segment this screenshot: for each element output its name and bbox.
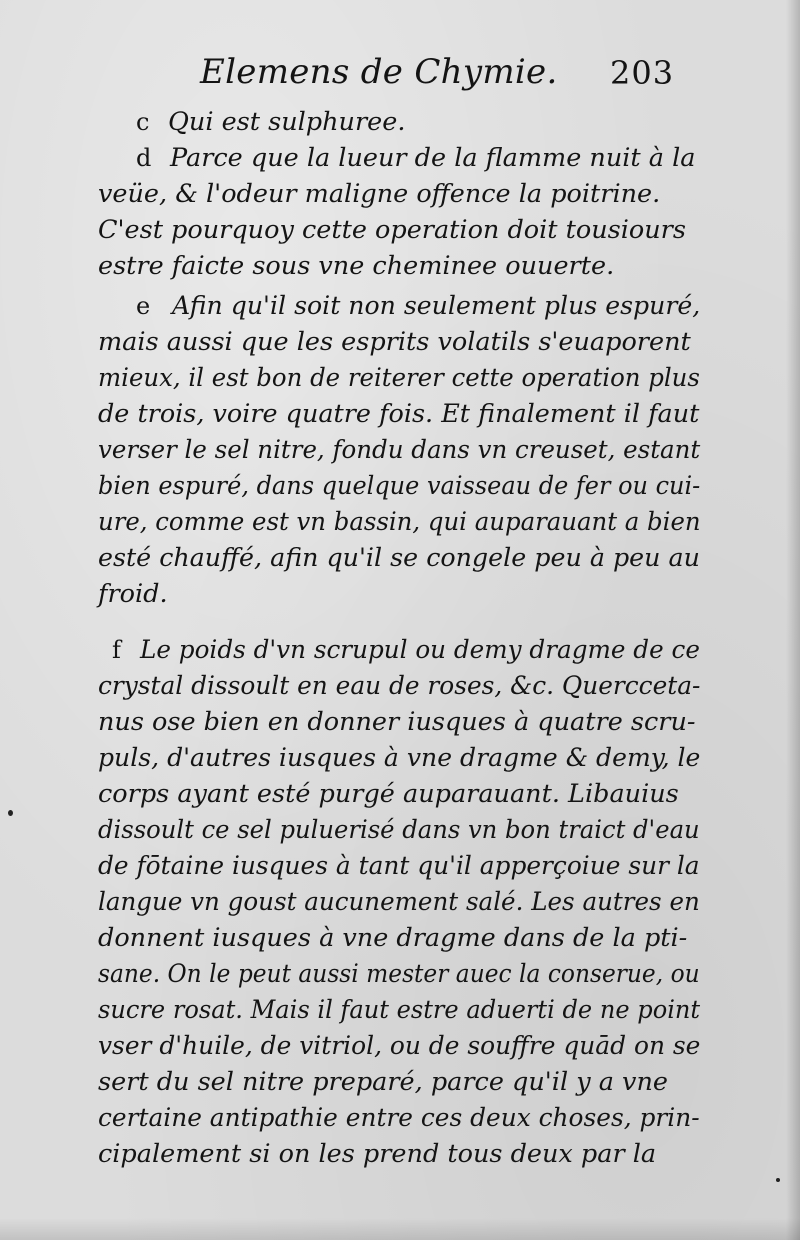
text-line: ure, comme est vn bassin, qui auparauant a bien [98,507,701,537]
running-header-title: Elemens de Chymie. [200,52,558,92]
ink-speck [8,810,13,816]
text-line: veüe, & l'odeur maligne offence la poitrine. [98,179,661,209]
ink-speck [776,1178,780,1182]
text-line: nus ose bien en donner iusques à quatre scru- [98,707,696,737]
text-line: mieux, il est bon de reiterer cette operation plus [98,363,700,393]
text-line: langue vn goust aucunement salé. Les autres en [98,887,700,917]
text-line: dissoult ce sel puluerisé dans vn bon traict d'eau [98,815,700,845]
text-line: verser le sel nitre, fondu dans vn creuset, estant [98,435,701,465]
note-marker-d: d [136,144,152,172]
text-line: Afin qu'il soit non seulement plus espuré, [172,291,701,321]
page-edge-shadow [786,0,800,1240]
text-line: estre faicte sous vne cheminee ouuerte. [98,251,615,281]
text-line: froid. [98,579,168,609]
text-line: Qui est sulphuree. [168,107,406,137]
text-line: bien espuré, dans quelque vaisseau de fer ou cui- [98,471,701,501]
text-line: sert du sel nitre preparé, parce qu'il y a vne [98,1067,668,1097]
note-marker-e: e [136,292,151,320]
text-line: sane. On le peut aussi mester auec la conserue, ou [98,959,700,989]
note-marker-c: c [136,108,150,136]
text-line: vser d'huile, de vitriol, ou de souffre quād on se [98,1031,701,1061]
text-line: corps ayant esté purgé auparauant. Libauius [98,779,679,809]
text-line: certaine antipathie entre ces deux choses, prin- [98,1103,700,1133]
note-marker-f: f [112,636,121,664]
page-bottom-shadow [0,1218,800,1240]
text-line: cipalement si on les prend tous deux par la [98,1139,657,1169]
text-line: donnent iusques à vne dragme dans de la pti- [98,923,688,953]
text-line: puls, d'autres iusques à vne dragme & demy, le [98,743,701,773]
text-line: C'est pourquoy cette operation doit tousiours [98,215,686,245]
text-line: Le poids d'vn scrupul ou demy dragme de ce [140,635,700,665]
text-line: sucre rosat. Mais il faut estre aduerti de ne point [98,995,701,1025]
text-line: crystal dissoult en eau de roses, &c. Quercceta- [98,671,701,701]
text-line: Parce que la lueur de la flamme nuit à la [170,143,696,173]
text-line: de fōtaine iusques à tant qu'il apperçoiue sur la [98,851,700,881]
text-line: mais aussi que les esprits volatils s'euaporent [98,327,691,357]
text-line: esté chauffé, afin qu'il se congele peu à peu au [98,543,700,573]
text-line: de trois, voire quatre fois. Et finalement il faut [98,399,700,429]
page-number: 203 [610,54,675,92]
